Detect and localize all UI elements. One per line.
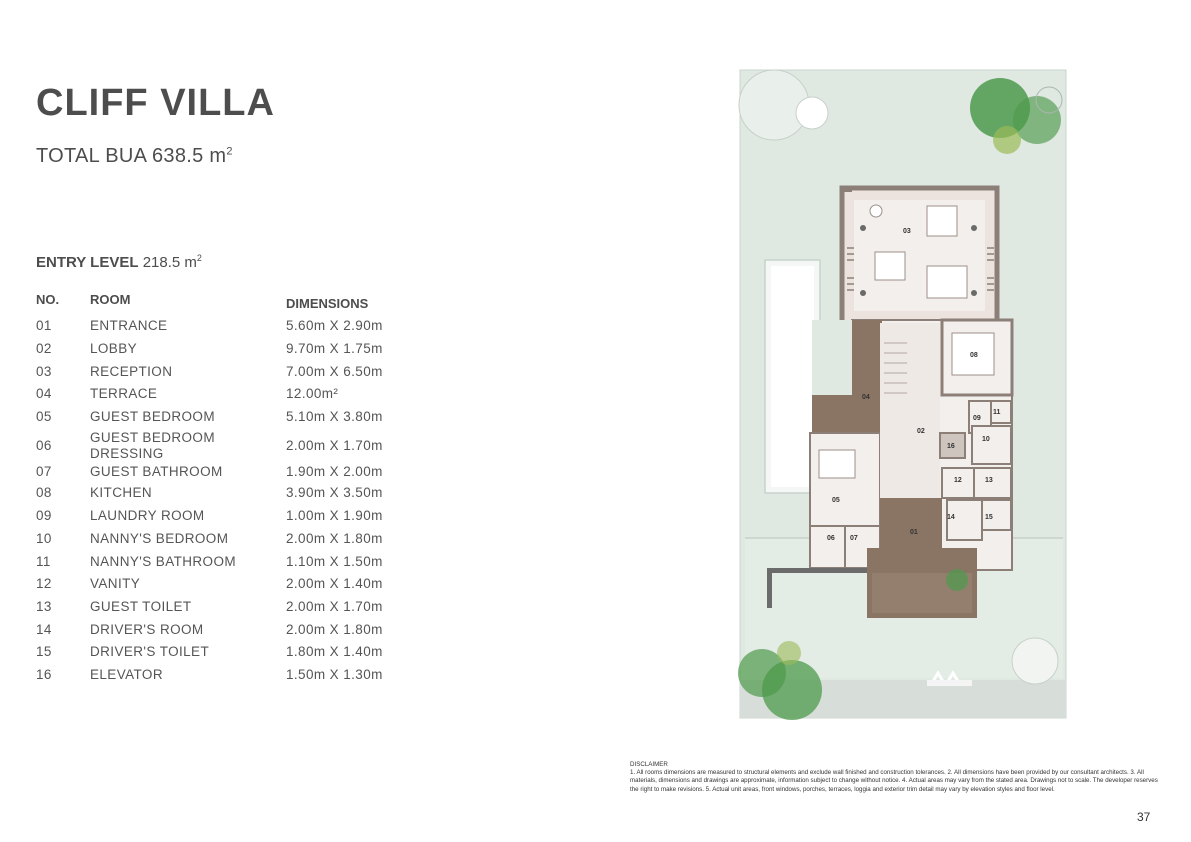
room-number: 15 [36, 644, 52, 659]
room-name: GUEST TOILET [90, 599, 192, 614]
room-name: RECEPTION [90, 364, 173, 379]
room-number: 05 [36, 409, 52, 424]
level-name: ENTRY LEVEL [36, 254, 139, 271]
room-dimensions: 2.00m X 1.70m [286, 438, 383, 453]
plan-label-09: 09 [973, 415, 981, 422]
room-dimensions: 1.00m X 1.90m [286, 508, 383, 523]
room-name: NANNY'S BEDROOM [90, 531, 229, 546]
room-number: 08 [36, 485, 52, 500]
total-bua-sup: 2 [226, 145, 233, 158]
room-dimensions: 2.00m X 1.80m [286, 622, 383, 637]
room-dimensions: 1.80m X 1.40m [286, 644, 383, 659]
room-02-lobby [880, 323, 940, 503]
room-number: 10 [36, 531, 52, 546]
villa-title: CLIFF VILLA [36, 82, 275, 124]
plan-label-13: 13 [985, 477, 993, 484]
plan-label-14: 14 [947, 514, 955, 521]
room-number: 13 [36, 599, 52, 614]
plan-label-11: 11 [993, 409, 1001, 416]
room-dimensions: 2.00m X 1.80m [286, 531, 383, 546]
disclaimer-heading: DISCLAIMER [630, 761, 668, 768]
room-number: 02 [36, 341, 52, 356]
room-number: 06 [36, 438, 52, 453]
total-bua [36, 145, 233, 168]
plan-label-03: 03 [903, 228, 911, 235]
room-name: NANNY'S BATHROOM [90, 554, 236, 569]
total-bua-text: TOTAL BUA 638.5 m [36, 145, 227, 167]
room-name: LAUNDRY ROOM [90, 508, 205, 523]
col-header-dimensions: DIMENSIONS [286, 296, 369, 311]
col-header-room: ROOM [90, 292, 131, 307]
room-dimensions: 9.70m X 1.75m [286, 341, 383, 356]
plan-label-10: 10 [982, 436, 990, 443]
page-number: 37 [1137, 810, 1151, 824]
room-number: 16 [36, 667, 52, 682]
room-name: GUEST BEDROOM [90, 409, 215, 424]
room-dimensions: 1.10m X 1.50m [286, 554, 383, 569]
room-name: VANITY [90, 576, 141, 591]
room-name: TERRACE [90, 386, 158, 401]
room-name: ENTRANCE [90, 318, 168, 333]
col-header-no: NO. [36, 292, 60, 307]
room-name: GUEST BEDROOM DRESSING [90, 430, 215, 461]
room-name: KITCHEN [90, 485, 153, 500]
room-05-guest-bedroom [810, 433, 880, 528]
tree-bottom-right-icon [1012, 638, 1058, 684]
level-heading [36, 253, 202, 271]
room-number: 09 [36, 508, 52, 523]
room-number: 01 [36, 318, 52, 333]
room-number: 14 [36, 622, 52, 637]
plan-label-16: 16 [947, 443, 955, 450]
plan-label-12: 12 [954, 477, 962, 484]
room-dimensions: 2.00m X 1.70m [286, 599, 383, 614]
room-number: 04 [36, 386, 52, 401]
room-dimensions: 12.00m² [286, 386, 339, 401]
room-number: 07 [36, 464, 52, 479]
room-dimensions: 3.90m X 3.50m [286, 485, 383, 500]
room-dimensions: 5.60m X 2.90m [286, 318, 383, 333]
room-dimensions: 1.90m X 2.00m [286, 464, 383, 479]
plan-label-04: 04 [862, 394, 870, 401]
plan-label-06: 06 [827, 535, 835, 542]
plan-label-07: 07 [850, 535, 858, 542]
room-dimensions: 5.10m X 3.80m [286, 409, 383, 424]
plan-label-15: 15 [985, 514, 993, 521]
room-06-dressing [810, 526, 845, 568]
room-number: 03 [36, 364, 52, 379]
level-area-sup: 2 [196, 253, 202, 263]
disclaimer-text: 1. All rooms dimensions are measured to structural elements and exclude wall finished and construction tolerances. 2. All dimensions have been provided by our consultant architects. 3. All materials, dimensions and drawings are approximate, information subject to change without notice. 4. Actual areas may vary from the stated area. Drawings not to scale. The developer reserves the right to make revisions. 5. Actual unit areas, front windows, porches, terraces, loggia and exterior trim detail may vary by elevation styles and floor level. [630, 769, 1158, 793]
disclaimer [630, 761, 1158, 794]
plan-label-02: 02 [917, 428, 925, 435]
room-dimensions: 1.50m X 1.30m [286, 667, 383, 682]
plan-label-08: 08 [970, 352, 978, 359]
plan-label-01: 01 [910, 529, 918, 536]
room-name: LOBBY [90, 341, 138, 356]
room-name: DRIVER'S ROOM [90, 622, 204, 637]
level-area: 218.5 m [142, 254, 197, 271]
room-10-nanny-bedroom [972, 426, 1011, 464]
room-dimensions: 7.00m X 6.50m [286, 364, 383, 379]
room-name: GUEST BATHROOM [90, 464, 223, 479]
plan-label-05: 05 [832, 497, 840, 504]
room-dimensions: 2.00m X 1.40m [286, 576, 383, 591]
room-name: DRIVER'S TOILET [90, 644, 210, 659]
floor-plan [737, 68, 1072, 723]
room-number: 12 [36, 576, 52, 591]
room-name: ELEVATOR [90, 667, 163, 682]
room-number: 11 [36, 554, 51, 569]
planter-icon [946, 569, 968, 591]
